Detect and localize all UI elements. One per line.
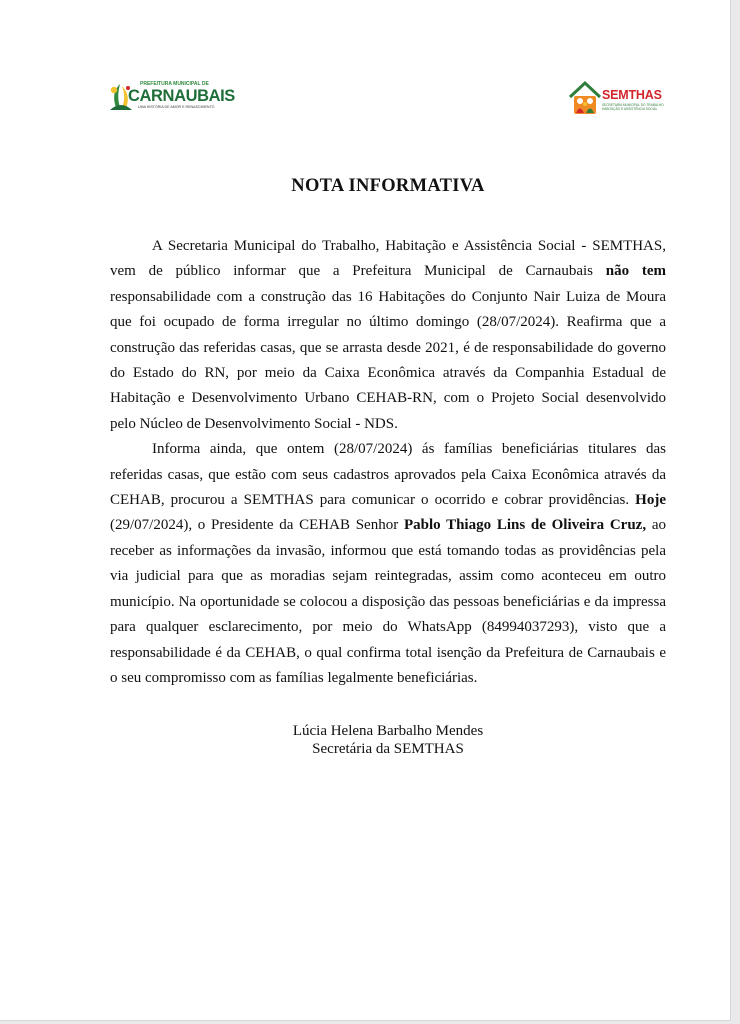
- logo-name: CARNAUBAIS: [128, 87, 235, 105]
- paragraph-1: A Secretaria Municipal do Trabalho, Habitação e Assistência Social - SEMTHAS, vem de público informar que a Prefeitura Municipal de Carnaubais não tem responsabilidade com a construção das 16 Habitações do Conjunto Nair Luiza de Moura que foi ocupado de forma irregular no último domingo (28/07/2024). Reafirma que a construção das referidas casas, que se arrasta desde 2021, é de responsabilidade do governo do Estado do RN, por meio da Caixa Econômica através da Companhia Estadual de Habitação e Desenvolvimento Urbano CEHAB-RN, com o Projeto Social desenvolvido pelo Núcleo de Desenvolvimento Social - NDS.: [110, 238, 666, 432]
- document-body: [110, 234, 666, 691]
- signature-block: [258, 722, 518, 758]
- semthas-name: SEMTHAS: [602, 88, 662, 102]
- signatory-role: Secretária da SEMTHAS: [312, 741, 464, 757]
- logo-top-text: PREFEITURA MUNICIPAL DE: [140, 81, 209, 87]
- house-family-icon: [568, 80, 602, 118]
- semthas-subtitle: SECRETARIA MUNICIPAL DO TRABALHO, HABITAÇÃO E ASSISTÊNCIA SOCIAL: [602, 103, 665, 111]
- carnaubais-logo: [108, 80, 235, 116]
- paragraph-2: Informa ainda, que ontem (28/07/2024) ás famílias beneficiárias titulares das referidas casas, que estão com seus cadastros aprovados pela Caixa Econômica através da CEHAB, procurou a SEMTHAS para comunicar o ocorrido e cobrar providências. Hoje (29/07/2024), o Presidente da CEHAB Senhor Pablo Thiago Lins de Oliveira Cruz, ao receber as informações da invasão, informou que está tomando todas as providências pela via judicial para que as moradias sejam reintegradas, assim como aconteceu em outro município. Na oportunidade se colocou a disposição das pessoas beneficiárias e da impressa para qualquer esclarecimento, por meio do WhatsApp (84994037293), visto que a responsabilidade é da CEHAB, o qual confirma total isenção da Prefeitura de Carnaubais e o seu compromisso com as famílias legalmente beneficiárias.: [110, 441, 666, 686]
- signatory-name: Lúcia Helena Barbalho Mendes: [292, 723, 484, 739]
- document-title: NOTA INFORMATIVA: [291, 176, 485, 196]
- logo-tagline: UMA HISTÓRIA DE AMOR E RENASCIMENTO: [138, 105, 215, 109]
- semthas-logo: [568, 80, 670, 118]
